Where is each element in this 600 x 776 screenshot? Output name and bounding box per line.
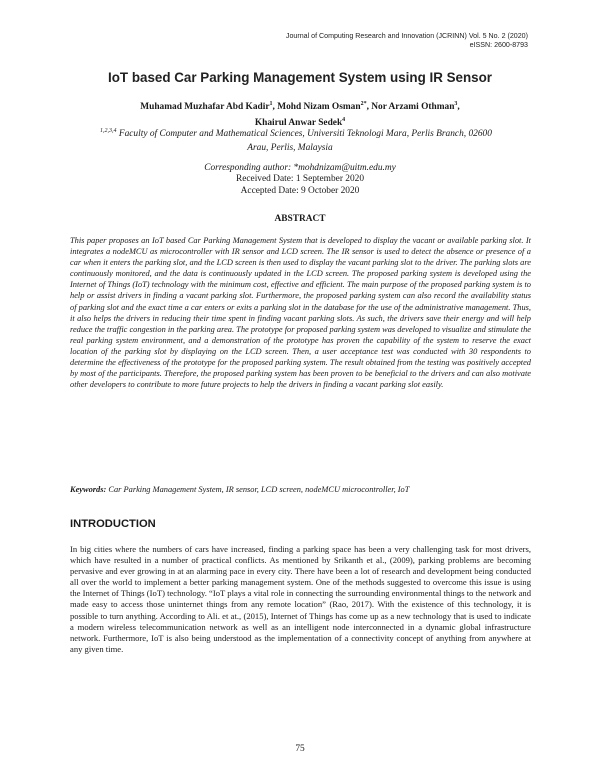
introduction-text: In big cities where the numbers of cars have increased, finding a parking space has been a very challenging task for most drivers, which have resulted in a number of practical conflicts. As mentioned by Srikanth et al., (2009), parking problems are becoming pervasive and ever growing in at an alarming pace in every city. There have been a lot of research and development being conducted all over the world to implement a better parking management system. One of the methods suggested to overcome this issue is using the Internet of Things (IoT) technology. “IoT plays a vital role in connecting the surrounding environmental things to the network and made easy to access those uninternet things from any remote location” (Rao, 2017). With the existence of this technology, it is possible to turn anything. According to Ali. et at., (2015), Internet of Things has come up as a new technology that is used to indicate a modern wireless telecommunication network as well as an intelligent node interconnected in a dynamic global infrastructure network. Furthermore, IoT is also being understood as the implementation of a connectivity concept of anything from anywhere at any given time. (70, 544, 531, 654)
author-name: Khairul Anwar Sedek (254, 118, 343, 129)
paper-title: IoT based Car Parking Management System using IR Sensor (108, 70, 492, 85)
corresponding-author: Corresponding author: *mohdnizam@uitm.edu.my (204, 163, 396, 173)
author-list: Muhamad Muzhafar Abd Kadir$^1$, Mohd Nizam Osman$^{2*}$, Nor Arzami Othman$^3$, Khairul Anwar Sedek$^4$ (140, 101, 460, 129)
section-heading-introduction: INTRODUCTION (70, 518, 156, 530)
abstract-text: This paper proposes an IoT based Car Parking Management System that is developed to display the vacant or available parking slot. It integrates a nodeMCU as microcontroller with IR sensor and LCD screen. The IR sensor is used to detect the absence or presence of a car when it enters the parking slot, and the LCD screen is then used to display the vacant parking slot to the driver. The parking slots are continuously monitored, and the data is continuously updated in the LCD screen. The proposed parking system is developed using the Internet of Things (IoT) technology with the minimum cost, effective and efficient. The main purpose of the proposed parking system is to help or assist drivers in finding a vacant parking slot. Furthermore, the proposed parking system can also record the availability status of parking slot and the exact time a car enters or exits a parking slot in the database for the use of the administrative management. Thus, it also helps the drivers in reducing their time spent in finding vacant parking slots. As such, the drivers save their energy and will help reduce the traffic congestion in the parking area. The prototype for proposed parking system was developed to visualize and stimulate the real parking system environment, and a demonstration of the prototype has proven the capability of the system to reserve the exact location of the parking slot by displaying on the LCD screen. Then, a user acceptance test was conducted with 30 respondents to determine the effectiveness of the prototype for the proposed parking system. The result obtained from the testing was positively accepted by most of the participants. Therefore, the proposed parking system has been proven to be beneficial to the drivers and can also motivate other developers to contribute to more future projects to help the drivers in finding a vacant parking slot easily. (70, 236, 531, 390)
page-number: 75 (295, 744, 305, 754)
received-date: Received Date: 1 September 2020 (235, 174, 365, 184)
abstract-heading: ABSTRACT (274, 214, 326, 224)
author-name: Muhamad Muzhafar Abd Kadir (140, 102, 270, 113)
affiliation: $^{1,2,3,4}$ Faculty of Computer and Mathematical Sciences, Universiti Teknologi Mara, Perlis Branch, 02600 Arau, Perlis, Malaysia (100, 128, 492, 154)
accepted-date: Accepted Date: 9 October 2020 (240, 186, 360, 196)
keywords (70, 484, 531, 495)
journal-citation: Journal of Computing Research and Innovation (JCRINN) Vol. 5 No. 2 (2020) (285, 32, 528, 40)
keywords-label: Keywords: (70, 485, 107, 494)
author-name: Nor Arzami Othman (371, 102, 455, 113)
author-name: Mohd Nizam Osman (277, 102, 361, 113)
journal-header (286, 32, 528, 50)
keywords-text: Car Parking Management System, IR sensor, LCD screen, nodeMCU microcontroller, IoT (108, 485, 410, 494)
journal-eissn: eISSN: 2600-8793 (469, 41, 528, 49)
